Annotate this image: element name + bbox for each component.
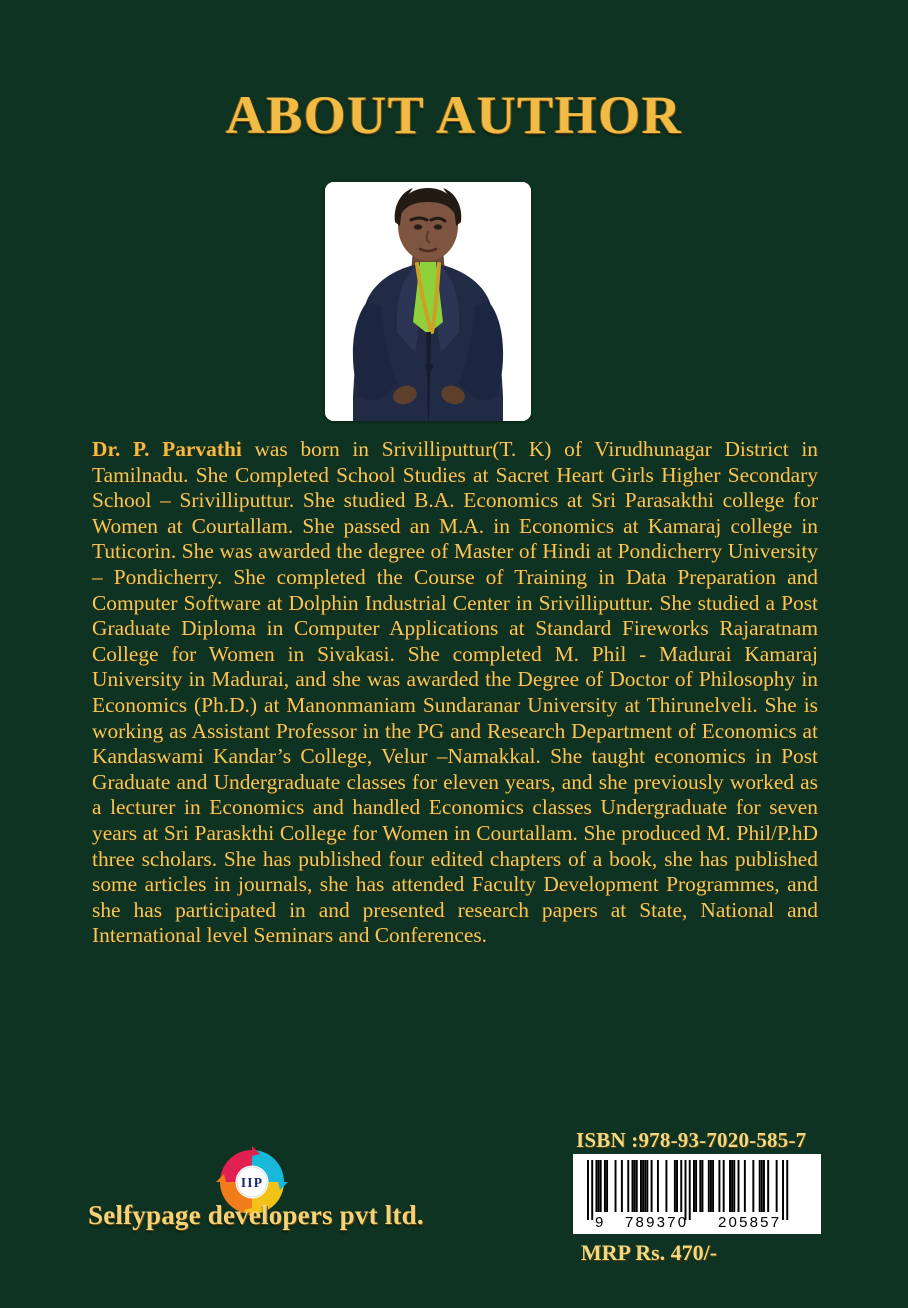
barcode-digits-right: 205857: [718, 1214, 782, 1231]
svg-text:IIP: IIP: [240, 1175, 264, 1190]
barcode-digits-mid: 789370: [625, 1214, 689, 1231]
author-bio-text: was born in Srivilliputtur(T. K) of Virudhunagar District in Tamilnadu. She Completed School Studies at Sacret Heart Girls Higher Secondary School – Srivilliputtur. She studied B.A. Economics at Sri Parasakthi college for Women at Courtallam. She passed an M.A. in Economics at Kamaraj college in Tuticorin. She was awarded the degree of Master of Hindi at Pondicherry University – Pondicherry. She completed the Course of Training in Data Preparation and Computer Software at Dolphin Industrial Center in Srivilliputtur. She studied a Post Graduate Diploma in Computer Applications at Standard Fireworks Rajaratnam College for Women in Sivakasi. She completed M. Phil - Madurai Kamaraj University in Madurai, and she was awarded the Degree of Doctor of Philosophy in Economics (Ph.D.) at Manonmaniam Sundaranar University at Thirunelveli. She is working as Assistant Professor in the PG and Research Department of Economics at Kandaswami Kandar’s College, Velur –Namakkal. She taught economics in Post Graduate and Undergraduate classes for eleven years, and she previously worked as a lecturer in Economics and handled Economics classes Undergraduate for seven years at Sri Paraskthi College for Women in Courtallam. She produced M. Phil/P.hD three scholars. She has published four edited chapters of a book, she has published some articles in journals, she has attended Faculty Development Programmes, and she has participated in and presented research papers at State, National and International level Seminars and Conferences.: [92, 437, 818, 948]
page-title: ABOUT AUTHOR: [225, 85, 683, 145]
isbn-barcode: [573, 1154, 821, 1234]
author-photo: [325, 182, 531, 421]
barcode-bars: [573, 1154, 821, 1234]
barcode-digit-left: 9: [595, 1214, 604, 1231]
publisher-name: Selfypage developers pvt ltd.: [88, 1200, 424, 1230]
price-mrp: MRP Rs. 470/-: [580, 1240, 718, 1265]
author-bio: [92, 437, 818, 949]
isbn-label: ISBN :978-93-7020-585-7: [576, 1128, 807, 1152]
author-photo-image: [325, 182, 531, 421]
author-name: Dr. P. Parvathi: [92, 437, 242, 461]
